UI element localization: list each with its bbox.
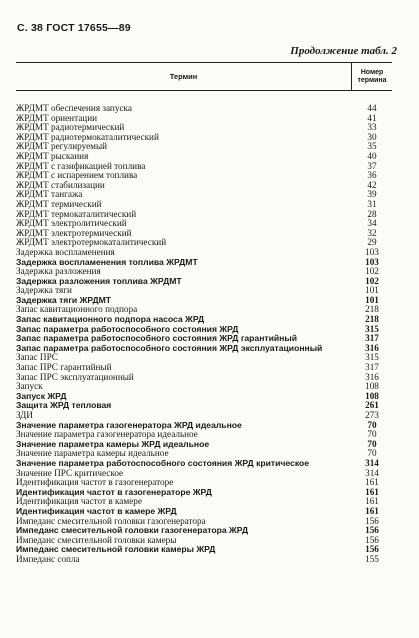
term-number: 32: [367, 227, 377, 238]
term-text: Импеданс сопла: [16, 553, 80, 564]
term-number: 103: [365, 246, 379, 257]
table-row: [16, 344, 392, 354]
term-number: 39: [367, 189, 377, 200]
term-number: 28: [367, 208, 377, 219]
term-number: 316: [365, 371, 379, 382]
table-row: [16, 401, 392, 411]
term-text: ЗДИ: [16, 410, 33, 420]
term-number: 36: [367, 170, 377, 181]
term-text: ЖРДМТ рыскания: [16, 150, 89, 161]
term-text: Импеданс смесительной головки камеры: [16, 534, 177, 545]
column-header-number: [352, 63, 392, 90]
term-number: 102: [365, 266, 379, 277]
term-number: 30: [367, 131, 377, 142]
term-text: ЖРДМТ обеспечения запуска: [16, 103, 132, 113]
term-number: 156: [365, 525, 379, 536]
table-row: [16, 373, 392, 383]
column-header-term: Термин: [16, 63, 352, 90]
term-text: Запас ПРС гарантийный: [16, 362, 112, 373]
term-number: 161: [365, 505, 379, 516]
term-text: Запас параметра работоспособного состояния ЖРД: [16, 323, 239, 334]
term-text: Задержка тяги ЖРДМТ: [16, 294, 112, 305]
term-number: 70: [367, 429, 377, 440]
term-number: 70: [367, 448, 377, 459]
term-text: Идентификация частот в газогенераторе: [16, 477, 174, 488]
term-number: 101: [365, 285, 379, 296]
term-number: 161: [365, 477, 379, 488]
term-text: Идентификация частот в камере ЖРД: [16, 505, 177, 516]
term-number: 42: [367, 179, 377, 190]
term-text: Значение параметра газогенератора ЖРД идеальное: [16, 419, 242, 430]
term-number: 161: [365, 496, 379, 507]
term-text: ЖРДМТ термокаталитический: [16, 208, 137, 219]
term-text: Запас ПРС эксплуатационный: [16, 371, 134, 382]
term-number: 315: [365, 323, 379, 334]
term-text: Задержка тяги: [16, 285, 72, 296]
table-row: [16, 555, 392, 565]
term-text: Запуск ЖРД: [16, 390, 67, 401]
term-number: 315: [365, 352, 379, 363]
term-text: Значение параметра работоспособного состояния ЖРД критическое: [16, 457, 310, 468]
term-number: 103: [365, 256, 379, 267]
term-number: 70: [367, 419, 377, 430]
term-text: ЖРДМТ ориентации: [16, 112, 98, 123]
term-number: 261: [365, 400, 379, 411]
term-number: 70: [367, 438, 377, 449]
term-text: ЖРДМТ электролитический: [16, 218, 127, 229]
term-text: Идентификация частот в камере: [16, 496, 142, 507]
term-text: Запас ПРС: [16, 352, 58, 363]
table-row: [16, 277, 392, 287]
term-text: Значение параметра камеры идеальное: [16, 448, 169, 459]
term-number: 31: [367, 198, 377, 209]
term-number: 218: [365, 314, 379, 325]
term-number: 101: [365, 294, 379, 305]
term-text: ЖРДМТ стабилизации: [16, 179, 105, 190]
term-number: 108: [365, 381, 379, 392]
table-body: [16, 104, 392, 565]
term-number: 44: [367, 103, 377, 113]
term-text: Защита ЖРД тепловая: [16, 400, 112, 411]
term-text: ЖРДМТ термический: [16, 198, 102, 209]
term-number: 156: [365, 534, 379, 545]
column-header-number-line2: термина: [357, 76, 387, 84]
term-number: 155: [365, 553, 379, 564]
column-header-number-line1: Номер: [360, 68, 384, 76]
term-number: 161: [365, 486, 379, 497]
term-number: 102: [365, 275, 379, 286]
term-text: Идентификация частот в газогенераторе ЖРД: [16, 486, 212, 497]
term-number: 317: [365, 333, 379, 344]
term-text: ЖРДМТ электротермокаталитический: [16, 237, 167, 248]
term-text: Значение ПРС критическое: [16, 467, 124, 478]
term-text: Задержка разложения топлива ЖРДМТ: [16, 275, 182, 286]
term-text: Запас параметра работоспособного состояния ЖРД эксплуатационный: [16, 342, 323, 353]
term-text: Запас кавитационного подпора: [16, 304, 138, 315]
term-text: ЖРДМТ радиотермический: [16, 122, 125, 133]
term-number: 34: [367, 218, 377, 229]
term-number: 37: [367, 160, 377, 171]
term-text: Запас параметра работоспособного состояния ЖРД гарантийный: [16, 333, 297, 344]
term-text: Задержка воспламенения: [16, 246, 115, 257]
term-number: 29: [367, 237, 377, 248]
term-text: ЖРДМТ тангажа: [16, 189, 83, 200]
term-text: Импеданс смесительной головки газогенератора ЖРД: [16, 525, 249, 536]
terms-table: [16, 62, 392, 565]
term-text: Импеданс смесительной головки камеры ЖРД: [16, 544, 216, 555]
term-text: ЖРДМТ регулируемый: [16, 141, 108, 152]
table-header: [16, 62, 392, 91]
term-number: 35: [367, 141, 377, 152]
term-number: 317: [365, 362, 379, 373]
term-number: 33: [367, 122, 377, 133]
term-text: Задержка воспламенения топлива ЖРДМТ: [16, 256, 198, 267]
term-text: Запас кавитационного подпора насоса ЖРД: [16, 314, 205, 325]
term-number: 273: [365, 410, 379, 420]
term-number: 156: [365, 515, 379, 526]
term-number: 40: [367, 150, 377, 161]
term-text: ЖРДМТ электротермический: [16, 227, 132, 238]
page-header: С. 38 ГОСТ 17655—89: [17, 22, 131, 34]
term-text: Запуск: [16, 381, 43, 392]
term-number: 108: [365, 390, 379, 401]
term-text: ЖРДМТ с газификацией топлива: [16, 160, 146, 171]
term-number: 314: [365, 457, 379, 468]
table-row: [16, 382, 392, 392]
term-number: 156: [365, 544, 379, 555]
term-text: Значение параметра камеры ЖРД идеальное: [16, 438, 210, 449]
term-text: Задержка разложения: [16, 266, 101, 277]
term-text: Значение параметра газогенератора идеальное: [16, 429, 198, 440]
term-text: ЖРДМТ радиотермокаталитический: [16, 131, 159, 142]
term-number: 41: [367, 112, 377, 123]
term-number: 218: [365, 304, 379, 315]
table-continuation-label: Продолжение табл. 2: [290, 45, 397, 57]
term-number: 314: [365, 467, 379, 478]
term-number: 316: [365, 342, 379, 353]
term-text: Импеданс смесительной головки газогенератора: [16, 515, 206, 526]
term-text: ЖРДМТ с испарением топлива: [16, 170, 138, 181]
